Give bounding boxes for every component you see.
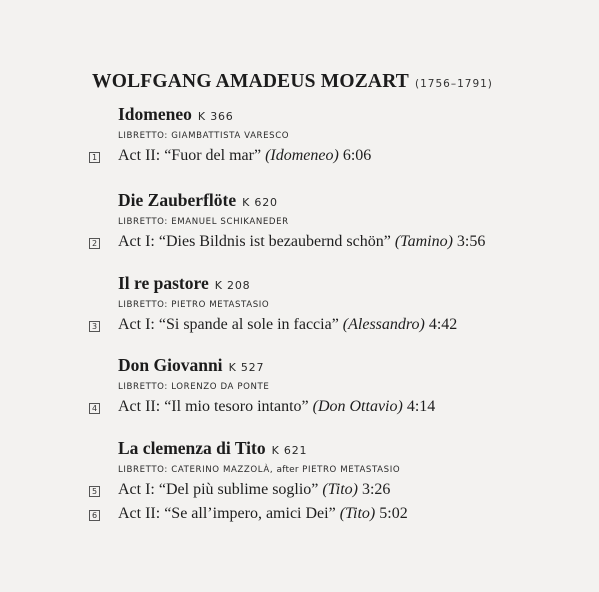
librettist: GIAMBATTISTA VARESCO [171,131,290,141]
libretto-label: LIBRETTO: [118,382,168,392]
track-act: Act I: [118,233,155,250]
composer-name: WOLFGANG AMADEUS MOZART [92,71,410,92]
libretto-credit [118,465,400,475]
track-act: Act II: [118,398,161,415]
track-line [118,233,485,251]
librettist: LORENZO DA PONTE [171,382,270,392]
libretto-credit [118,131,289,141]
libretto-credit [118,382,269,392]
track-line [118,505,408,523]
work-title: Die Zauberflöte [118,190,237,210]
track-role: (Alessandro) [342,316,425,333]
work-title-il-re-pastore [118,273,250,294]
librettist: CATERINO MAZZOLÀ, [171,465,274,475]
track-number-badge: 3 [89,321,100,332]
libretto-label: LIBRETTO: [118,217,168,227]
libretto-label: LIBRETTO: [118,131,168,141]
work-title-la-clemenza-di-tito [118,438,307,459]
kochel-number: K 621 [271,444,308,457]
librettist-2: PIETRO METASTASIO [302,465,401,475]
track-act: Act II: [118,505,161,522]
track-duration: 5:02 [379,505,408,522]
track-aria: “Del più sublime soglio” [158,481,319,498]
track-number-badge: 1 [89,152,100,163]
track-role: (Don Ottavio) [312,398,403,415]
track-duration: 6:06 [342,147,372,164]
track-duration: 3:26 [361,481,391,498]
libretto-credit [118,217,289,227]
track-aria: “Il mio tesoro intanto” [164,398,309,415]
kochel-number: K 366 [197,110,234,123]
libretto-credit [118,300,269,310]
work-title: La clemenza di Tito [118,438,266,458]
work-title: Idomeneo [118,104,192,124]
track-number-badge: 5 [89,486,100,497]
work-title-don-giovanni [118,355,264,376]
kochel-number: K 527 [228,361,265,374]
librettist: PIETRO METASTASIO [171,300,270,310]
track-line [118,147,371,165]
track-role: (Tito) [339,505,376,522]
libretto-label: LIBRETTO: [118,465,168,475]
track-aria: “Si spande al sole in faccia” [158,316,339,333]
work-title-idomeneo [118,104,234,125]
track-number-badge: 6 [89,510,100,521]
track-aria: “Fuor del mar” [164,147,262,164]
track-aria: “Se all’impero, amici Dei” [164,505,336,522]
track-duration: 4:42 [428,316,458,333]
track-role: (Tito) [322,481,358,498]
track-line [118,316,457,334]
kochel-number: K 620 [242,196,278,209]
track-line [118,398,435,416]
libretto-label: LIBRETTO: [118,300,168,310]
track-duration: 3:56 [456,233,486,250]
work-title: Don Giovanni [118,355,223,375]
work-title: Il re pastore [118,273,209,293]
librettist-joiner: after [276,465,299,475]
track-number-badge: 2 [89,238,100,249]
track-act: Act I: [118,481,155,498]
track-role: (Idomeneo) [265,147,339,164]
track-act: Act I: [118,316,155,333]
track-role: (Tamino) [394,233,453,250]
track-number-badge: 4 [89,403,100,414]
work-title-zauberfloete [118,190,278,211]
track-act: Act II: [118,147,161,164]
track-line [118,481,390,499]
track-aria: “Dies Bildnis ist bezaubernd schön” [158,233,391,250]
composer-heading [92,71,493,93]
librettist: EMANUEL SCHIKANEDER [171,217,289,227]
track-duration: 4:14 [406,398,436,415]
kochel-number: K 208 [214,279,251,292]
composer-dates: (1756–1791) [415,78,493,90]
